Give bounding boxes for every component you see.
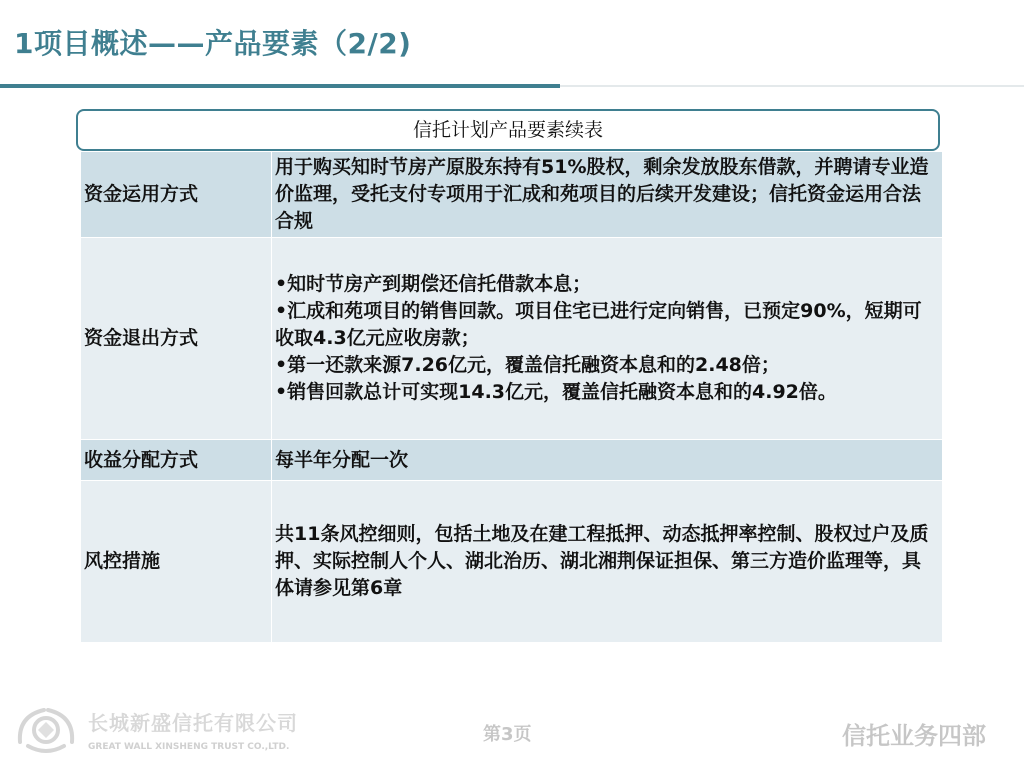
row-value-fund-usage xyxy=(272,152,943,238)
row-line: 共11条风控细则，包括土地及在建工程抵押、动态抵押率控制、股权过户及质押、实际控制人个人、湖北治历、湖北湘荆保证担保、第三方造价监理等，具体请参见第6章 xyxy=(275,523,929,599)
row-value-income-distribution xyxy=(272,440,943,481)
table-caption: 信托计划产品要素续表 xyxy=(76,109,940,151)
great-wall-logo-icon xyxy=(14,702,78,760)
department-name: 信托业务四部 xyxy=(842,722,986,750)
row-value-fund-exit xyxy=(272,238,943,440)
title-rule xyxy=(0,84,560,88)
table-row xyxy=(81,481,943,643)
row-value-risk-control xyxy=(272,481,943,643)
row-line: •汇成和苑项目的销售回款。项目住宅已进行定向销售，已预定90%，短期可收取4.3亿元应收房款； xyxy=(275,300,922,349)
row-label-fund-exit: 资金退出方式 xyxy=(81,238,272,440)
slide-title: 1项目概述——产品要素（2/2) xyxy=(14,27,412,60)
table-row xyxy=(81,152,943,238)
table-row xyxy=(81,238,943,440)
table-row xyxy=(81,440,943,481)
row-label-risk-control: 风控措施 xyxy=(81,481,272,643)
title-rule-light xyxy=(560,85,1024,87)
row-label-fund-usage: 资金运用方式 xyxy=(81,152,272,238)
row-line: •第一还款来源7.26亿元，覆盖信托融资本息和的2.48倍； xyxy=(275,354,780,376)
row-line: •知时节房产到期偿还信托借款本息； xyxy=(275,273,592,295)
row-line: 每半年分配一次 xyxy=(275,448,409,471)
page-number: 第3页 xyxy=(483,724,532,745)
row-label-income-distribution: 收益分配方式 xyxy=(81,440,272,481)
company-name-cn: 长城新盛信托有限公司 xyxy=(88,711,298,735)
row-line: •销售回款总计可实现14.3亿元，覆盖信托融资本息和的4.92倍。 xyxy=(275,381,837,403)
row-line: 用于购买知时节房产原股东持有51%股权，剩余发放股东借款，并聘请专业造价监理，受托支付专项用于汇成和苑项目的后续开发建设；信托资金运用合法合规 xyxy=(275,156,929,232)
product-elements-table xyxy=(80,151,943,643)
company-name-en: GREAT WALL XINSHENG TRUST CO.,LTD. xyxy=(88,742,290,752)
